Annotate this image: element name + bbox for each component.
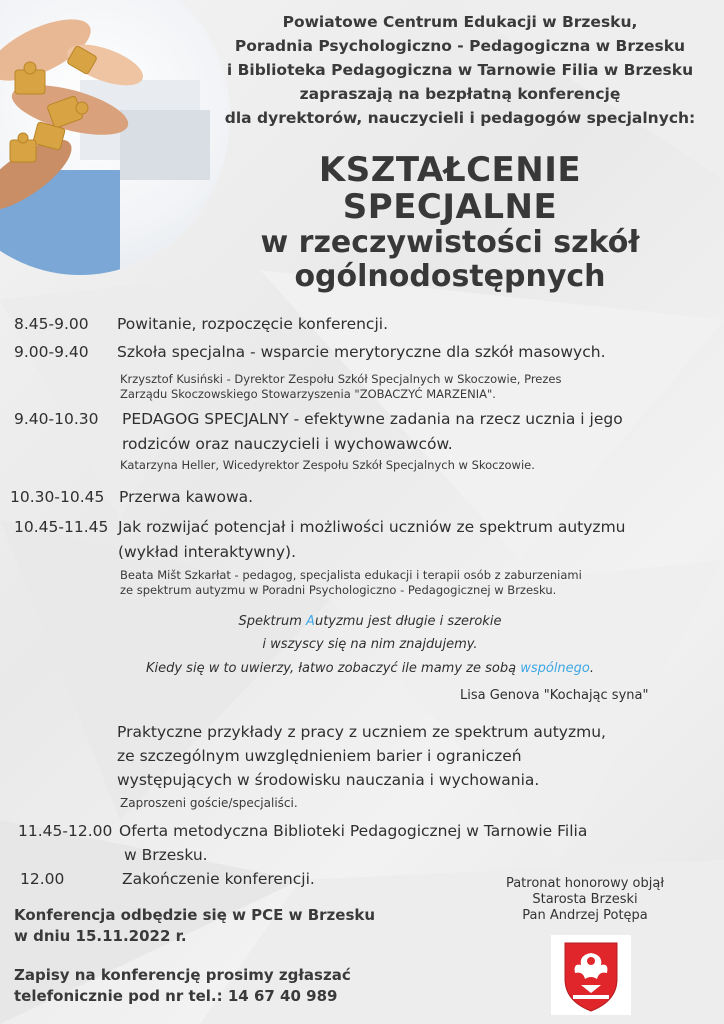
program-time: 8.45-9.00 — [14, 315, 89, 333]
title-line-3: w rzeczywistości szkół — [260, 225, 640, 260]
program-speaker: Beata Mišt Szkarłat - pedagog, specjalista edukacji i terapii osób z zaburzeniami — [120, 568, 582, 582]
quote-text: Kiedy się w to uwierzy, łatwo zobaczyć ile mamy ze sobą — [145, 661, 521, 676]
conference-title — [230, 152, 670, 294]
quote-text: Spektrum — [238, 614, 307, 629]
program-speaker: ze spektrum autyzmu w Poradni Psychologiczno - Pedagogicznej w Brzesku. — [120, 583, 557, 597]
program-desc: PEDAGOG SPECJALNY - efektywne zadania na rzecz ucznia i jego — [122, 410, 623, 428]
program-time: 10.30-10.45 — [10, 488, 105, 506]
program-desc: Szkoła specjalna - wsparcie merytoryczne dla szkół masowych. — [117, 343, 606, 361]
header-line: i Biblioteka Pedagogiczna w Tarnowie Filia w Brzesku — [226, 61, 694, 79]
quote-text: utyzmu jest długie i szerokie — [314, 614, 502, 629]
quote-text: . — [589, 661, 595, 676]
program-time: 10.45-11.45 — [14, 518, 109, 536]
organizers-header — [195, 10, 724, 130]
header-line: zapraszają na bezpłatną konferencję — [299, 85, 621, 103]
program-desc: Powitanie, rozpoczęcie konferencji. — [117, 315, 388, 333]
practical-line: Praktyczne przykłady z pracy z uczniem ze spektrum autyzmu, — [117, 723, 606, 741]
program-time: 9.40-10.30 — [14, 410, 99, 428]
patron-line: Starosta Brzeski — [532, 892, 638, 907]
program-desc: (wykład interaktywny). — [118, 543, 297, 561]
quote-line-1 — [100, 610, 640, 633]
quote-line-3 — [100, 657, 640, 680]
header-line: Poradnia Psychologiczno - Pedagogiczna w Brzesku — [234, 37, 686, 55]
practical-line: występujących w środowisku nauczania i wychowania. — [117, 771, 540, 789]
program-time: 9.00-9.40 — [14, 343, 89, 361]
title-line-2: SPECJALNE — [342, 187, 558, 227]
title-line-1: KSZTAŁCENIE — [318, 150, 582, 190]
patron-line: Patronat honorowy objął — [505, 876, 665, 891]
program-desc: Przerwa kawowa. — [119, 488, 254, 506]
signup-line: Zapisy na konferencję prosimy zgłaszać — [14, 966, 351, 984]
title-line-4: ogólnodostępnych — [294, 259, 606, 294]
program-desc: Zakończenie konferencji. — [122, 870, 315, 888]
program-speaker: Zarządu Skoczowskiego Stowarzyszenia "ZOBACZYĆ MARZENIA". — [120, 387, 496, 401]
header-line: Powiatowe Centrum Edukacji w Brzesku, — [282, 13, 638, 31]
header-line: dla dyrektorów, nauczycieli i pedagogów specjalnych: — [224, 109, 696, 127]
signup-line: telefonicznie pod nr tel.: 14 67 40 989 — [14, 987, 338, 1005]
quote-line-2: i wszyscy się na nim znajdujemy. — [262, 637, 478, 652]
venue-line: w dniu 15.11.2022 r. — [14, 927, 187, 945]
program-time: 11.45-12.00 — [18, 822, 113, 840]
program-desc: Jak rozwijać potencjał i możliwości uczniów ze spektrum autyzmu — [118, 518, 626, 536]
county-coat-of-arms-icon — [551, 935, 631, 1015]
program-desc: rodziców oraz nauczycieli i wychowawców. — [122, 435, 453, 453]
program-desc: w Brzesku. — [124, 846, 208, 864]
program-speaker: Krzysztof Kusiński - Dyrektor Zespołu Szkół Specjalnych w Skoczowie, Prezes — [120, 372, 562, 386]
patron-line: Pan Andrzej Potępa — [522, 908, 648, 923]
practical-line: ze szczególnym uwzględnieniem barier i ograniczeń — [117, 747, 522, 765]
program-desc: Oferta metodyczna Biblioteki Pedagogicznej w Tarnowie Filia — [119, 822, 588, 840]
quote-highlight: A — [306, 614, 315, 629]
venue-line: Konferencja odbędzie się w PCE w Brzesku — [14, 906, 376, 924]
program-speaker: Katarzyna Heller, Wicedyrektor Zespołu Szkół Specjalnych w Skoczowie. — [120, 458, 535, 472]
quote-highlight: wspólnego — [520, 661, 590, 676]
patronage-note — [490, 876, 680, 924]
guests-note: Zaproszeni goście/specjaliści. — [120, 796, 298, 810]
program-time: 12.00 — [20, 870, 65, 888]
quote-author: Lisa Genova "Kochając syna" — [460, 688, 649, 703]
